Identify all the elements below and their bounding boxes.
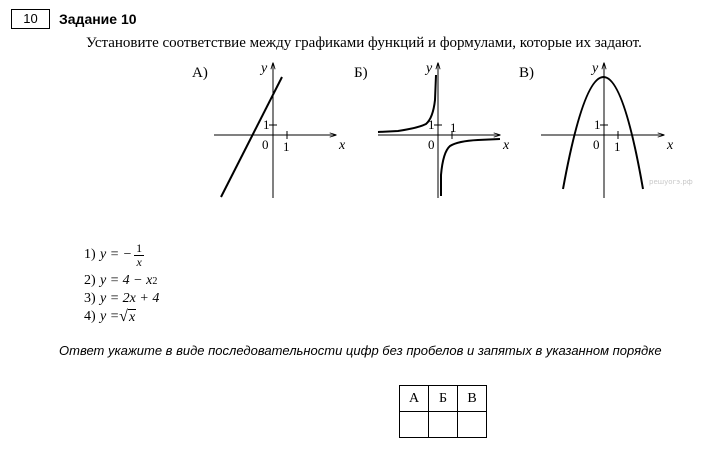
answer-cell-a[interactable]	[400, 412, 429, 438]
formula-1-fraction	[134, 242, 144, 269]
formula-3-number: 3)	[84, 291, 96, 306]
formula-2-lhs: y = 4 − x	[100, 273, 153, 288]
formula-3	[84, 290, 159, 308]
formula-3-lhs: y = 2x + 4	[100, 291, 160, 306]
graph-b	[354, 61, 510, 198]
graph-c-y-label: y	[592, 61, 599, 76]
formula-2-number: 2)	[84, 273, 96, 288]
graph-c-origin-label: 0	[593, 137, 600, 152]
graph-b-origin-label: 0	[428, 137, 435, 152]
graph-c-x-tick-label: 1	[614, 139, 621, 154]
formula-1	[84, 238, 159, 272]
graph-a-y-tick-label: 1	[263, 117, 270, 132]
formula-4-lhs: y =	[100, 309, 120, 324]
graph-a-x-label: x	[339, 138, 346, 153]
formula-list	[84, 238, 159, 326]
answer-header-a: А	[400, 386, 429, 412]
graph-b-curve-left	[378, 75, 436, 132]
answer-table	[399, 385, 487, 438]
answer-table-input-row	[400, 412, 487, 438]
task-instruction: Установите соответствие между графиками функций и формулами, которые их задают.	[86, 35, 642, 51]
formula-4-radicand: x	[128, 309, 136, 325]
graph-b-y-label: y	[426, 61, 433, 76]
graph-c-x-label: x	[667, 138, 674, 153]
formula-1-number: 1)	[84, 247, 96, 262]
graph-a-origin-label: 0	[262, 137, 269, 152]
site-watermark: решуогэ.рф	[649, 178, 693, 186]
graph-a-y-label: y	[261, 61, 268, 76]
task-number-box: 10	[11, 9, 50, 29]
formula-1-lhs: y = −	[100, 247, 133, 262]
graph-a-x-tick-label: 1	[283, 139, 290, 154]
formula-2-exponent: 2	[152, 275, 158, 287]
answer-cell-b[interactable]	[429, 412, 458, 438]
formula-1-numerator: 1	[136, 240, 143, 255]
graph-b-x-tick-label: 1	[450, 120, 457, 135]
graph-b-x-label: x	[503, 138, 510, 153]
sqrt-radical-icon: √	[119, 307, 128, 325]
answer-table-header-row	[400, 386, 487, 412]
graph-a	[192, 61, 346, 198]
answer-cell-c[interactable]	[458, 412, 487, 438]
answer-instruction: Ответ укажите в виде последовательности цифр без пробелов и запятых в указанном порядке	[59, 343, 662, 358]
formula-4	[84, 308, 159, 326]
graph-b-y-tick-label: 1	[428, 117, 435, 132]
formula-4-sqrt	[119, 309, 136, 326]
formula-4-number: 4)	[84, 309, 96, 324]
answer-header-c: В	[458, 386, 487, 412]
graph-a-label: А)	[192, 65, 208, 81]
task-title: Задание 10	[59, 11, 137, 27]
graph-c-label: В)	[519, 65, 534, 81]
formula-1-denominator: x	[136, 254, 142, 269]
graph-b-curve-right	[441, 139, 500, 196]
graph-c-curve	[563, 77, 643, 189]
graph-b-label: Б)	[354, 65, 368, 81]
graph-c-y-tick-label: 1	[594, 117, 601, 132]
formula-2	[84, 272, 159, 290]
answer-header-b: Б	[429, 386, 458, 412]
